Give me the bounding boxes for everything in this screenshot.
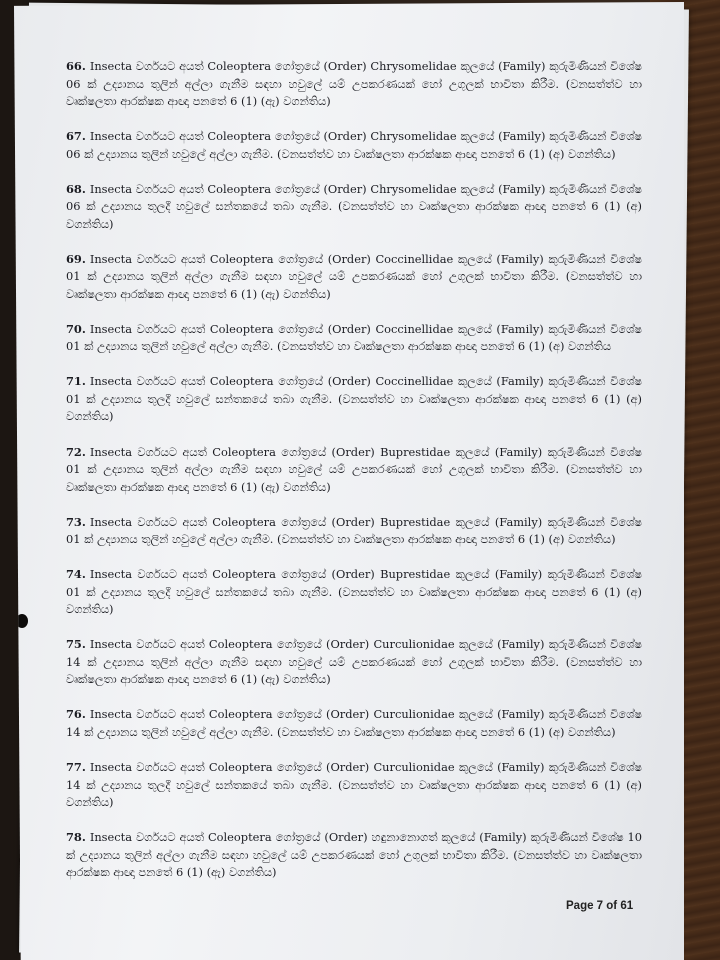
item-text: Insecta වර්ගයට අයත් Coleoptera ගෝත්‍රයේ (Order) Chrysomelidae කුලයේ (Family) කුරුමිණියන් විශේෂ 06 ක් උද්‍යානය තුලින් හවුලේ අල්ලා ගැනීම. (වනසත්ත්ව හා වෘක්ෂලතා ආරක්ෂක ආඥා පනතේ 6 (1) (අ) වගන්තිය)	[66, 129, 642, 161]
item-text: Insecta වර්ගයට අයත් Coleoptera ගෝත්‍රයේ (Order) Buprestidae කුලයේ (Family) කුරුමිණියන් විශේෂ 01 ක් උද්‍යානය තුලදී හවුලේ සන්තකයේ තබා ගැනීම. (වනසත්ත්ව හා වෘක්ෂලතා ආරක්ෂක ආඥා පනතේ 6 (1) (අ) වගන්තිය)	[66, 567, 642, 617]
item-text: Insecta වර්ගයට අයත් Coleoptera ගෝත්‍රයේ (Order) Chrysomelidae කුලයේ (Family) කුරුමිණියන් විශේෂ 06 ක් උද්‍යානය තුලින් අල්ලා ගැනීම සඳහා හවුලේ යම් උපකරණයක් හෝ උගුලක් භාවිතා කිරීම. (වනසත්ත්ව හා වෘක්ෂලතා ආරක්ෂක ආඥා පනතේ 6 (1) (ඇ) වගන්තිය)	[66, 59, 642, 108]
list-item	[66, 706, 642, 741]
list-item	[66, 566, 642, 619]
page-number: Page 7 of 61	[566, 900, 634, 912]
list-item	[66, 128, 642, 163]
item-text: Insecta වර්ගයට අයත් Coleoptera ගෝත්‍රයේ (Order) Coccinellidae කුලයේ (Family) කුරුමිණියන් විශේෂ 01 ක් උද්‍යානය තුලදී හවුලේ සන්තකයේ තබා ගැනීම. (වනසත්ත්ව හා වෘක්ෂලතා ආරක්ෂක ආඥා පනතේ 6 (1) (අ) වගන්තිය)	[66, 374, 642, 424]
item-text: Insecta වර්ගයට අයත් Coleoptera ගෝත්‍රයේ (Order) Coccinellidae කුලයේ (Family) කුරුමිණියන් විශේෂ 01 ක් උද්‍යානය තුලින් අල්ලා ගැනීම සඳහා හවුලේ යම් උපකරණයක් හෝ උගුලක් භාවිතා කිරීම. (වනසත්ත්ව හා වෘක්ෂලතා ආරක්ෂක ආඥා පනතේ 6 (1) (ඇ) වගන්තිය)	[66, 251, 642, 301]
punch-hole	[16, 614, 28, 628]
item-text: Insecta වර්ගයට අයත් Coleoptera ගෝත්‍රයේ (Order) හඳුනානොගත් කුලයේ (Family) කුරුමිණියන් විශේෂ 10 ක් උද්‍යානය තුලින් අල්ලා ගැනීම සඳහා හවුලේ යම් උපකරණයක් හෝ උගුලක් භාවිතා කිරීම. (වනසත්ත්ව හා වෘක්ෂලතා ආරක්ෂක ආඥා පනතේ 6 (1) (ඇ) වගන්තිය)	[66, 830, 642, 880]
list-item	[66, 251, 642, 304]
item-number: 77.	[66, 760, 86, 775]
item-number: 71.	[66, 374, 86, 389]
list-item	[66, 373, 642, 426]
item-text: Insecta වර්ගයට අයත් Coleoptera ගෝත්‍රයේ (Order) Coccinellidae කුලයේ (Family) කුරුමිණියන් විශේෂ 01 ක් උද්‍යානය තුලින් හවුලේ අල්ලා ගැනීම. (වනසත්ත්ව හා වෘක්ෂලතා ආරක්ෂක ආඥා පනතේ 6 (1) (අ) වගන්තිය	[66, 321, 642, 354]
item-number: 72.	[66, 444, 86, 459]
item-number: 73.	[66, 514, 86, 529]
item-number: 74.	[66, 567, 86, 582]
item-text: Insecta වර්ගයට අයත් Coleoptera ගෝත්‍රයේ (Order) Chrysomelidae කුලයේ (Family) කුරුමිණියන් විශේෂ 06 ක් උද්‍යානය තුලදී හවුලේ සන්තකයේ තබා ගැනීම. (වනසත්ත්ව හා වෘක්ෂලතා ආරක්ෂක ආඥා පනතේ 6 (1) (අ) වගන්තිය)	[66, 181, 642, 231]
list-item	[66, 759, 642, 812]
item-number: 67.	[66, 129, 86, 144]
item-number: 75.	[66, 637, 86, 652]
item-number: 69.	[66, 251, 86, 266]
item-text: Insecta වර්ගයට අයත් Coleoptera ගෝත්‍රයේ (Order) Buprestidae කුලයේ (Family) කුරුමිණියන් විශේෂ 01 ක් උද්‍යානය තුලින් අල්ලා ගැනීම සඳහා හවුලේ යම් උපකරණයක් හෝ උගුලක් භාවිතා කිරීම. (වනසත්ත්ව හා වෘක්ෂලතා ආරක්ෂක ආඥා පනතේ 6 (1) (ඇ) වගන්තිය)	[66, 444, 642, 494]
item-text: Insecta වර්ගයට අයත් Coleoptera ගෝත්‍රයේ (Order) Curculionidae කුලයේ (Family) කුරුමිණියන් විශේෂ 14 ක් උද්‍යානය තුලින් අල්ලා ගැනීම සඳහා හවුලේ යම් උපකරණයක් හෝ උගුලක් භාවිතා කිරීම. (වනසත්ත්ව හා වෘක්ෂලතා ආරක්ෂක ආඥා පනතේ 6 (1) (ඇ) වගන්තිය)	[66, 637, 642, 687]
list-item	[66, 829, 642, 882]
list-item	[66, 444, 642, 497]
item-number: 70.	[66, 321, 86, 336]
list-item	[66, 58, 642, 111]
list-item	[66, 321, 642, 356]
item-number: 78.	[66, 830, 86, 845]
list-item	[66, 636, 642, 689]
item-text: Insecta වර්ගයට අයත් Coleoptera ගෝත්‍රයේ (Order) Curculionidae කුලයේ (Family) කුරුමිණියන් විශේෂ 14 ක් උද්‍යානය තුලදී හවුලේ සන්තකයේ තබා ගැනීම. (වනසත්ත්ව හා වෘක්ෂලතා ආරක්ෂක ආඥා පනතේ 6 (1) (අ) වගන්තිය)	[66, 760, 642, 810]
document-body	[66, 58, 642, 899]
list-item	[66, 181, 642, 234]
list-item	[66, 514, 642, 549]
item-text: Insecta වර්ගයට අයත් Coleoptera ගෝත්‍රයේ (Order) Curculionidae කුලයේ (Family) කුරුමිණියන් විශේෂ 14 ක් උද්‍යානය තුලින් හවුලේ අල්ලා ගැනීම. (වනසත්ත්ව හා වෘක්ෂලතා ආරක්ෂක ආඥා පනතේ 6 (1) (අ) වගන්තිය)	[66, 707, 642, 739]
item-number: 68.	[66, 181, 86, 196]
item-number: 66.	[66, 59, 86, 73]
item-text: Insecta වර්ගයට අයත් Coleoptera ගෝත්‍රයේ (Order) Buprestidae කුලයේ (Family) කුරුමිණියන් විශේෂ 01 ක් උද්‍යානය තුලින් හවුලේ අල්ලා ගැනීම. (වනසත්ත්ව හා වෘක්ෂලතා ආරක්ෂක ආඥා පනතේ 6 (1) (අ) වගන්තිය)	[66, 514, 642, 547]
item-number: 76.	[66, 707, 86, 722]
